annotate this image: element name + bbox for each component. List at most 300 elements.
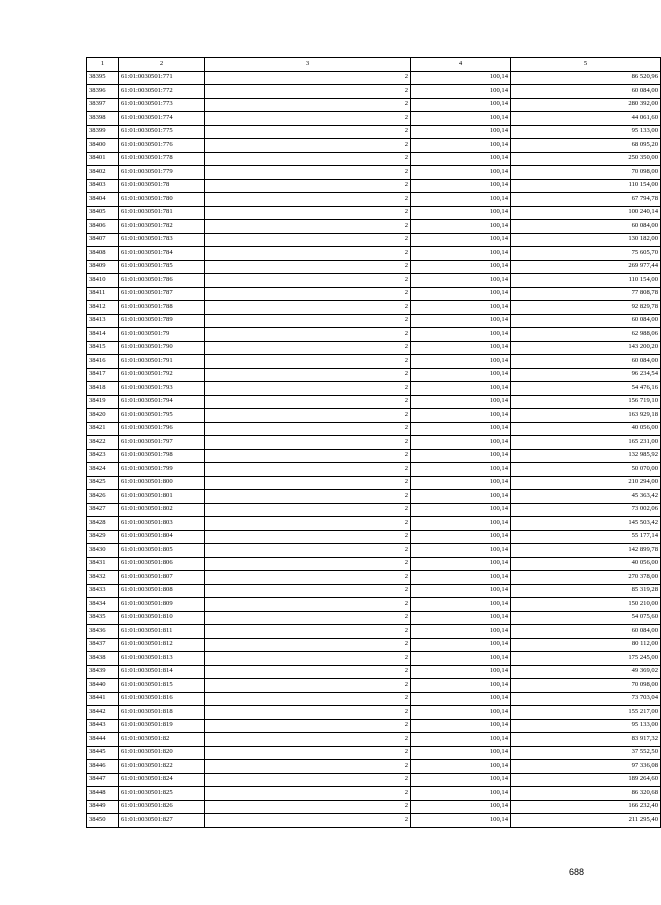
column-4-cell: 100,14 bbox=[411, 517, 511, 531]
table-row bbox=[87, 98, 661, 112]
value-cell: 145 503,42 bbox=[511, 517, 661, 531]
column-3-cell: 2 bbox=[205, 71, 411, 85]
column-3-cell: 2 bbox=[205, 341, 411, 355]
column-3-cell: 2 bbox=[205, 800, 411, 814]
table-row bbox=[87, 652, 661, 666]
column-4-cell: 100,14 bbox=[411, 409, 511, 423]
value-cell: 132 985,92 bbox=[511, 449, 661, 463]
column-3-cell: 2 bbox=[205, 314, 411, 328]
value-cell: 55 177,14 bbox=[511, 530, 661, 544]
column-3-cell: 2 bbox=[205, 584, 411, 598]
table-row bbox=[87, 287, 661, 301]
row-number-cell: 38417 bbox=[87, 368, 119, 382]
row-number-cell: 38403 bbox=[87, 179, 119, 193]
row-number-cell: 38438 bbox=[87, 652, 119, 666]
value-cell: 96 234,54 bbox=[511, 368, 661, 382]
table-row bbox=[87, 463, 661, 477]
cadastral-number-cell: 61:01:0030501:794 bbox=[119, 395, 205, 409]
cadastral-number-cell: 61:01:0030501:795 bbox=[119, 409, 205, 423]
row-number-cell: 38426 bbox=[87, 490, 119, 504]
cadastral-number-cell: 61:01:0030501:772 bbox=[119, 85, 205, 99]
value-cell: 143 200,20 bbox=[511, 341, 661, 355]
value-cell: 163 929,18 bbox=[511, 409, 661, 423]
column-3-cell: 2 bbox=[205, 233, 411, 247]
column-3-cell: 2 bbox=[205, 490, 411, 504]
value-cell: 37 552,50 bbox=[511, 746, 661, 760]
column-4-cell: 100,14 bbox=[411, 301, 511, 315]
column-4-cell: 100,14 bbox=[411, 314, 511, 328]
table-row bbox=[87, 719, 661, 733]
value-cell: 54 075,60 bbox=[511, 611, 661, 625]
column-3-cell: 2 bbox=[205, 544, 411, 558]
table-row bbox=[87, 571, 661, 585]
table-row bbox=[87, 395, 661, 409]
value-cell: 269 977,44 bbox=[511, 260, 661, 274]
cadastral-number-cell: 61:01:0030501:789 bbox=[119, 314, 205, 328]
row-number-cell: 38423 bbox=[87, 449, 119, 463]
column-4-cell: 100,14 bbox=[411, 530, 511, 544]
value-cell: 150 210,00 bbox=[511, 598, 661, 612]
row-number-cell: 38420 bbox=[87, 409, 119, 423]
column-3-cell: 2 bbox=[205, 638, 411, 652]
table-row bbox=[87, 166, 661, 180]
cadastral-number-cell: 61:01:0030501:818 bbox=[119, 706, 205, 720]
column-4-cell: 100,14 bbox=[411, 166, 511, 180]
column-3-cell: 2 bbox=[205, 125, 411, 139]
cadastral-number-cell: 61:01:0030501:798 bbox=[119, 449, 205, 463]
table-row bbox=[87, 341, 661, 355]
value-cell: 60 084,00 bbox=[511, 625, 661, 639]
cadastral-number-cell: 61:01:0030501:822 bbox=[119, 760, 205, 774]
cadastral-number-cell: 61:01:0030501:771 bbox=[119, 71, 205, 85]
column-4-cell: 100,14 bbox=[411, 395, 511, 409]
column-4-cell: 100,14 bbox=[411, 206, 511, 220]
column-4-cell: 100,14 bbox=[411, 341, 511, 355]
value-cell: 92 829,78 bbox=[511, 301, 661, 315]
table-row bbox=[87, 706, 661, 720]
row-number-cell: 38419 bbox=[87, 395, 119, 409]
row-number-cell: 38425 bbox=[87, 476, 119, 490]
row-number-cell: 38440 bbox=[87, 679, 119, 693]
row-number-cell: 38411 bbox=[87, 287, 119, 301]
column-3-cell: 2 bbox=[205, 301, 411, 315]
value-cell: 97 336,08 bbox=[511, 760, 661, 774]
column-3-cell: 2 bbox=[205, 733, 411, 747]
value-cell: 156 719,10 bbox=[511, 395, 661, 409]
column-4-cell: 100,14 bbox=[411, 584, 511, 598]
column-header-3: 3 bbox=[205, 58, 411, 72]
row-number-cell: 38428 bbox=[87, 517, 119, 531]
column-header-2: 2 bbox=[119, 58, 205, 72]
value-cell: 130 182,00 bbox=[511, 233, 661, 247]
header-row bbox=[87, 58, 661, 72]
column-4-cell: 100,14 bbox=[411, 98, 511, 112]
cadastral-number-cell: 61:01:0030501:812 bbox=[119, 638, 205, 652]
column-3-cell: 2 bbox=[205, 760, 411, 774]
column-3-cell: 2 bbox=[205, 139, 411, 153]
cadastral-number-cell: 61:01:0030501:816 bbox=[119, 692, 205, 706]
row-number-cell: 38396 bbox=[87, 85, 119, 99]
table-row bbox=[87, 152, 661, 166]
column-3-cell: 2 bbox=[205, 557, 411, 571]
column-3-cell: 2 bbox=[205, 98, 411, 112]
row-number-cell: 38418 bbox=[87, 382, 119, 396]
value-cell: 110 154,00 bbox=[511, 274, 661, 288]
column-header-1: 1 bbox=[87, 58, 119, 72]
table-row bbox=[87, 800, 661, 814]
value-cell: 175 245,00 bbox=[511, 652, 661, 666]
row-number-cell: 38445 bbox=[87, 746, 119, 760]
row-number-cell: 38416 bbox=[87, 355, 119, 369]
column-3-cell: 2 bbox=[205, 692, 411, 706]
table-row bbox=[87, 584, 661, 598]
row-number-cell: 38404 bbox=[87, 193, 119, 207]
column-4-cell: 100,14 bbox=[411, 733, 511, 747]
column-4-cell: 100,14 bbox=[411, 247, 511, 261]
cadastral-number-cell: 61:01:0030501:82 bbox=[119, 733, 205, 747]
table-row bbox=[87, 530, 661, 544]
column-4-cell: 100,14 bbox=[411, 139, 511, 153]
row-number-cell: 38409 bbox=[87, 260, 119, 274]
column-4-cell: 100,14 bbox=[411, 220, 511, 234]
value-cell: 45 363,42 bbox=[511, 490, 661, 504]
cadastral-number-cell: 61:01:0030501:788 bbox=[119, 301, 205, 315]
table-row bbox=[87, 787, 661, 801]
column-4-cell: 100,14 bbox=[411, 760, 511, 774]
value-cell: 70 098,00 bbox=[511, 166, 661, 180]
value-cell: 83 917,32 bbox=[511, 733, 661, 747]
table-row bbox=[87, 692, 661, 706]
table-row bbox=[87, 179, 661, 193]
column-4-cell: 100,14 bbox=[411, 800, 511, 814]
value-cell: 60 084,00 bbox=[511, 220, 661, 234]
cadastral-number-cell: 61:01:0030501:781 bbox=[119, 206, 205, 220]
column-4-cell: 100,14 bbox=[411, 503, 511, 517]
value-cell: 60 084,00 bbox=[511, 355, 661, 369]
table-row bbox=[87, 368, 661, 382]
cadastral-number-cell: 61:01:0030501:813 bbox=[119, 652, 205, 666]
row-number-cell: 38444 bbox=[87, 733, 119, 747]
column-3-cell: 2 bbox=[205, 706, 411, 720]
cadastral-number-cell: 61:01:0030501:801 bbox=[119, 490, 205, 504]
table-row bbox=[87, 274, 661, 288]
cadastral-number-cell: 61:01:0030501:797 bbox=[119, 436, 205, 450]
column-3-cell: 2 bbox=[205, 220, 411, 234]
column-3-cell: 2 bbox=[205, 436, 411, 450]
column-4-cell: 100,14 bbox=[411, 436, 511, 450]
cadastral-number-cell: 61:01:0030501:78 bbox=[119, 179, 205, 193]
table-row bbox=[87, 71, 661, 85]
table-row bbox=[87, 193, 661, 207]
table-row bbox=[87, 665, 661, 679]
column-3-cell: 2 bbox=[205, 463, 411, 477]
cadastral-number-cell: 61:01:0030501:787 bbox=[119, 287, 205, 301]
cadastral-number-cell: 61:01:0030501:824 bbox=[119, 773, 205, 787]
column-4-cell: 100,14 bbox=[411, 544, 511, 558]
column-3-cell: 2 bbox=[205, 476, 411, 490]
row-number-cell: 38422 bbox=[87, 436, 119, 450]
table-body bbox=[87, 71, 661, 827]
column-header-5: 5 bbox=[511, 58, 661, 72]
table-row bbox=[87, 85, 661, 99]
column-3-cell: 2 bbox=[205, 665, 411, 679]
value-cell: 54 476,16 bbox=[511, 382, 661, 396]
column-4-cell: 100,14 bbox=[411, 422, 511, 436]
value-cell: 142 899,78 bbox=[511, 544, 661, 558]
table-row bbox=[87, 517, 661, 531]
column-4-cell: 100,14 bbox=[411, 773, 511, 787]
column-3-cell: 2 bbox=[205, 368, 411, 382]
cadastral-number-cell: 61:01:0030501:815 bbox=[119, 679, 205, 693]
value-cell: 60 084,00 bbox=[511, 314, 661, 328]
row-number-cell: 38448 bbox=[87, 787, 119, 801]
column-4-cell: 100,14 bbox=[411, 746, 511, 760]
column-3-cell: 2 bbox=[205, 719, 411, 733]
cadastral-number-cell: 61:01:0030501:802 bbox=[119, 503, 205, 517]
registry-table bbox=[86, 57, 661, 828]
row-number-cell: 38398 bbox=[87, 112, 119, 126]
column-4-cell: 100,14 bbox=[411, 193, 511, 207]
value-cell: 70 098,00 bbox=[511, 679, 661, 693]
column-3-cell: 2 bbox=[205, 260, 411, 274]
row-number-cell: 38401 bbox=[87, 152, 119, 166]
column-4-cell: 100,14 bbox=[411, 598, 511, 612]
column-4-cell: 100,14 bbox=[411, 490, 511, 504]
column-4-cell: 100,14 bbox=[411, 706, 511, 720]
table-row bbox=[87, 679, 661, 693]
cadastral-number-cell: 61:01:0030501:79 bbox=[119, 328, 205, 342]
value-cell: 166 232,40 bbox=[511, 800, 661, 814]
value-cell: 73 002,06 bbox=[511, 503, 661, 517]
value-cell: 44 061,60 bbox=[511, 112, 661, 126]
value-cell: 86 520,96 bbox=[511, 71, 661, 85]
table-row bbox=[87, 382, 661, 396]
cadastral-number-cell: 61:01:0030501:774 bbox=[119, 112, 205, 126]
column-4-cell: 100,14 bbox=[411, 328, 511, 342]
cadastral-number-cell: 61:01:0030501:791 bbox=[119, 355, 205, 369]
row-number-cell: 38407 bbox=[87, 233, 119, 247]
table-row bbox=[87, 355, 661, 369]
value-cell: 50 070,00 bbox=[511, 463, 661, 477]
cadastral-number-cell: 61:01:0030501:806 bbox=[119, 557, 205, 571]
value-cell: 49 369,02 bbox=[511, 665, 661, 679]
column-3-cell: 2 bbox=[205, 382, 411, 396]
cadastral-number-cell: 61:01:0030501:827 bbox=[119, 814, 205, 828]
cadastral-number-cell: 61:01:0030501:820 bbox=[119, 746, 205, 760]
cadastral-number-cell: 61:01:0030501:780 bbox=[119, 193, 205, 207]
page-number: 688 bbox=[568, 867, 584, 877]
column-4-cell: 100,14 bbox=[411, 355, 511, 369]
value-cell: 189 264,60 bbox=[511, 773, 661, 787]
table-row bbox=[87, 598, 661, 612]
value-cell: 75 605,70 bbox=[511, 247, 661, 261]
table-row bbox=[87, 814, 661, 828]
cadastral-number-cell: 61:01:0030501:792 bbox=[119, 368, 205, 382]
row-number-cell: 38437 bbox=[87, 638, 119, 652]
column-3-cell: 2 bbox=[205, 625, 411, 639]
cadastral-number-cell: 61:01:0030501:799 bbox=[119, 463, 205, 477]
cadastral-number-cell: 61:01:0030501:790 bbox=[119, 341, 205, 355]
column-4-cell: 100,14 bbox=[411, 652, 511, 666]
cadastral-number-cell: 61:01:0030501:783 bbox=[119, 233, 205, 247]
row-number-cell: 38406 bbox=[87, 220, 119, 234]
cadastral-number-cell: 61:01:0030501:778 bbox=[119, 152, 205, 166]
value-cell: 155 217,00 bbox=[511, 706, 661, 720]
row-number-cell: 38442 bbox=[87, 706, 119, 720]
value-cell: 280 392,00 bbox=[511, 98, 661, 112]
column-4-cell: 100,14 bbox=[411, 71, 511, 85]
row-number-cell: 38449 bbox=[87, 800, 119, 814]
cadastral-number-cell: 61:01:0030501:773 bbox=[119, 98, 205, 112]
cadastral-number-cell: 61:01:0030501:785 bbox=[119, 260, 205, 274]
row-number-cell: 38431 bbox=[87, 557, 119, 571]
table-row bbox=[87, 733, 661, 747]
column-4-cell: 100,14 bbox=[411, 571, 511, 585]
row-number-cell: 38405 bbox=[87, 206, 119, 220]
row-number-cell: 38413 bbox=[87, 314, 119, 328]
column-3-cell: 2 bbox=[205, 611, 411, 625]
column-4-cell: 100,14 bbox=[411, 368, 511, 382]
value-cell: 77 808,78 bbox=[511, 287, 661, 301]
row-number-cell: 38439 bbox=[87, 665, 119, 679]
row-number-cell: 38427 bbox=[87, 503, 119, 517]
table-row bbox=[87, 476, 661, 490]
column-4-cell: 100,14 bbox=[411, 557, 511, 571]
column-3-cell: 2 bbox=[205, 112, 411, 126]
column-4-cell: 100,14 bbox=[411, 152, 511, 166]
cadastral-number-cell: 61:01:0030501:809 bbox=[119, 598, 205, 612]
value-cell: 86 320,68 bbox=[511, 787, 661, 801]
column-4-cell: 100,14 bbox=[411, 692, 511, 706]
value-cell: 60 084,00 bbox=[511, 85, 661, 99]
column-3-cell: 2 bbox=[205, 787, 411, 801]
column-3-cell: 2 bbox=[205, 503, 411, 517]
table-row bbox=[87, 611, 661, 625]
column-3-cell: 2 bbox=[205, 530, 411, 544]
column-4-cell: 100,14 bbox=[411, 179, 511, 193]
cadastral-number-cell: 61:01:0030501:793 bbox=[119, 382, 205, 396]
row-number-cell: 38397 bbox=[87, 98, 119, 112]
column-4-cell: 100,14 bbox=[411, 233, 511, 247]
table-row bbox=[87, 220, 661, 234]
cadastral-number-cell: 61:01:0030501:786 bbox=[119, 274, 205, 288]
value-cell: 85 319,28 bbox=[511, 584, 661, 598]
table-row bbox=[87, 503, 661, 517]
table-row bbox=[87, 638, 661, 652]
cadastral-number-cell: 61:01:0030501:784 bbox=[119, 247, 205, 261]
row-number-cell: 38443 bbox=[87, 719, 119, 733]
row-number-cell: 38429 bbox=[87, 530, 119, 544]
table-row bbox=[87, 247, 661, 261]
value-cell: 95 133,00 bbox=[511, 719, 661, 733]
column-4-cell: 100,14 bbox=[411, 287, 511, 301]
row-number-cell: 38414 bbox=[87, 328, 119, 342]
value-cell: 73 703,04 bbox=[511, 692, 661, 706]
table-row bbox=[87, 260, 661, 274]
column-4-cell: 100,14 bbox=[411, 625, 511, 639]
row-number-cell: 38450 bbox=[87, 814, 119, 828]
cadastral-number-cell: 61:01:0030501:814 bbox=[119, 665, 205, 679]
column-header-4: 4 bbox=[411, 58, 511, 72]
cadastral-number-cell: 61:01:0030501:782 bbox=[119, 220, 205, 234]
value-cell: 250 350,00 bbox=[511, 152, 661, 166]
value-cell: 62 988,06 bbox=[511, 328, 661, 342]
table-row bbox=[87, 544, 661, 558]
cadastral-number-cell: 61:01:0030501:808 bbox=[119, 584, 205, 598]
column-3-cell: 2 bbox=[205, 395, 411, 409]
row-number-cell: 38400 bbox=[87, 139, 119, 153]
cadastral-number-cell: 61:01:0030501:803 bbox=[119, 517, 205, 531]
column-3-cell: 2 bbox=[205, 814, 411, 828]
cadastral-number-cell: 61:01:0030501:805 bbox=[119, 544, 205, 558]
value-cell: 270 378,00 bbox=[511, 571, 661, 585]
value-cell: 110 154,00 bbox=[511, 179, 661, 193]
row-number-cell: 38402 bbox=[87, 166, 119, 180]
column-4-cell: 100,14 bbox=[411, 719, 511, 733]
table-row bbox=[87, 746, 661, 760]
cadastral-number-cell: 61:01:0030501:826 bbox=[119, 800, 205, 814]
column-3-cell: 2 bbox=[205, 598, 411, 612]
table-row bbox=[87, 490, 661, 504]
cadastral-number-cell: 61:01:0030501:776 bbox=[119, 139, 205, 153]
value-cell: 80 112,00 bbox=[511, 638, 661, 652]
table-row bbox=[87, 139, 661, 153]
column-3-cell: 2 bbox=[205, 274, 411, 288]
cadastral-number-cell: 61:01:0030501:779 bbox=[119, 166, 205, 180]
row-number-cell: 38434 bbox=[87, 598, 119, 612]
column-4-cell: 100,14 bbox=[411, 665, 511, 679]
cadastral-number-cell: 61:01:0030501:800 bbox=[119, 476, 205, 490]
value-cell: 210 294,00 bbox=[511, 476, 661, 490]
column-3-cell: 2 bbox=[205, 449, 411, 463]
column-4-cell: 100,14 bbox=[411, 638, 511, 652]
column-4-cell: 100,14 bbox=[411, 125, 511, 139]
value-cell: 40 056,00 bbox=[511, 557, 661, 571]
table-row bbox=[87, 125, 661, 139]
table-row bbox=[87, 760, 661, 774]
row-number-cell: 38410 bbox=[87, 274, 119, 288]
column-4-cell: 100,14 bbox=[411, 463, 511, 477]
row-number-cell: 38415 bbox=[87, 341, 119, 355]
row-number-cell: 38395 bbox=[87, 71, 119, 85]
table-row bbox=[87, 409, 661, 423]
value-cell: 165 231,00 bbox=[511, 436, 661, 450]
column-4-cell: 100,14 bbox=[411, 476, 511, 490]
column-4-cell: 100,14 bbox=[411, 274, 511, 288]
cadastral-number-cell: 61:01:0030501:810 bbox=[119, 611, 205, 625]
cadastral-number-cell: 61:01:0030501:775 bbox=[119, 125, 205, 139]
row-number-cell: 38412 bbox=[87, 301, 119, 315]
row-number-cell: 38433 bbox=[87, 584, 119, 598]
table-row bbox=[87, 449, 661, 463]
column-3-cell: 2 bbox=[205, 409, 411, 423]
row-number-cell: 38436 bbox=[87, 625, 119, 639]
row-number-cell: 38424 bbox=[87, 463, 119, 477]
column-3-cell: 2 bbox=[205, 287, 411, 301]
column-3-cell: 2 bbox=[205, 517, 411, 531]
column-3-cell: 2 bbox=[205, 679, 411, 693]
column-3-cell: 2 bbox=[205, 85, 411, 99]
table-row bbox=[87, 436, 661, 450]
table-row bbox=[87, 112, 661, 126]
column-4-cell: 100,14 bbox=[411, 611, 511, 625]
column-3-cell: 2 bbox=[205, 571, 411, 585]
column-4-cell: 100,14 bbox=[411, 814, 511, 828]
row-number-cell: 38435 bbox=[87, 611, 119, 625]
column-3-cell: 2 bbox=[205, 193, 411, 207]
row-number-cell: 38446 bbox=[87, 760, 119, 774]
column-3-cell: 2 bbox=[205, 206, 411, 220]
